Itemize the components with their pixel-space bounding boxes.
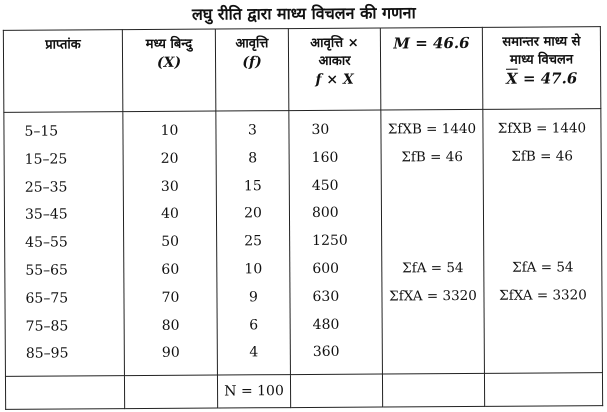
midpoint-cell: 90 <box>161 345 180 362</box>
col-product <box>289 110 383 375</box>
class-range-cell: 65–75 <box>25 290 69 307</box>
mean-deviation-cell: ΣfXA = 3320 <box>499 287 587 304</box>
frequency-cell: 10 <box>244 261 263 278</box>
mean-deviation-table <box>3 26 603 410</box>
header-row <box>3 27 600 113</box>
midpoint-cell: 10 <box>160 122 179 139</box>
frequency-cell: 20 <box>244 205 262 222</box>
median-deviation-cell <box>382 227 483 255</box>
mean-deviation-cell <box>484 226 601 255</box>
midpoint-cell: 50 <box>161 233 180 251</box>
col-mean-dev <box>483 109 603 374</box>
frequency-cell: 15 <box>243 177 262 194</box>
mean-value: $\overline{X} = 47.6$ <box>505 69 578 88</box>
frequency-cell: 9 <box>248 289 258 306</box>
product-cell: 1250 <box>312 232 348 250</box>
header-marks: प्राप्तांक <box>3 30 122 113</box>
median-deviation-cell <box>382 171 483 199</box>
product-cell: 630 <box>312 288 340 305</box>
median-deviation-cell: ΣfXB = 1440 <box>387 120 477 138</box>
product-cell: 30 <box>311 121 330 138</box>
median-deviation-cell: ΣfXA = 3320 <box>389 287 477 305</box>
product-cell: 450 <box>311 177 339 194</box>
midpoint-cell: 30 <box>160 178 179 195</box>
class-range-cell: 35–45 <box>24 206 68 224</box>
mean-deviation-cell: ΣfB = 46 <box>511 148 573 165</box>
midpoint-cell: 60 <box>161 261 180 278</box>
title-text: लघु रीति द्वारा माध्य विचलन की गणना <box>191 3 416 24</box>
product-cell: 800 <box>311 205 339 222</box>
midpoint-cell: 80 <box>161 317 180 334</box>
header-frequency: आवृत्ति (f) <box>215 29 288 111</box>
col-range <box>4 112 125 377</box>
median-deviation-cell <box>383 338 484 366</box>
frequency-cell: 3 <box>247 122 257 139</box>
median-deviation-cell: ΣfB = 46 <box>401 148 463 166</box>
mean-deviation-cell <box>484 171 601 200</box>
class-range-cell: 75–85 <box>25 318 69 335</box>
page-title <box>0 3 607 25</box>
class-range-cell: 5–15 <box>24 123 59 140</box>
midpoint-cell: 70 <box>161 289 180 306</box>
product-cell: 600 <box>312 260 340 277</box>
median-deviation-cell <box>382 199 483 227</box>
mean-deviation-cell: ΣfA = 54 <box>512 259 574 276</box>
total-frequency: N = 100 <box>217 375 290 408</box>
body-row <box>4 109 603 377</box>
midpoint-cell: 40 <box>161 206 179 223</box>
header-median: M = 46.6 <box>380 27 482 110</box>
mean-deviation-cell: ΣfXB = 1440 <box>497 120 587 137</box>
col-median-dev <box>381 109 485 374</box>
col-frequency <box>216 111 291 375</box>
frequency-cell: 6 <box>249 316 259 333</box>
frequency-cell: 25 <box>244 233 263 250</box>
total-row <box>5 373 602 410</box>
header-product: आवृत्ति × आकार f × X <box>288 28 380 111</box>
header-midpoint: मध्य बिन्दु (X) <box>122 29 215 112</box>
product-cell: 360 <box>312 344 340 361</box>
class-range-cell: 55–65 <box>25 262 69 279</box>
class-range-cell: 15–25 <box>24 151 68 168</box>
product-cell: 480 <box>312 316 340 333</box>
mean-deviation-cell <box>484 199 601 228</box>
class-range-cell: 45–55 <box>25 234 68 251</box>
median-deviation-cell <box>383 310 484 338</box>
midpoint-cell: 20 <box>160 150 179 167</box>
header-mean: समान्तर माध्य से माध्य विचलन $\overline{X} = 47.6$ <box>482 27 600 110</box>
frequency-cell: 4 <box>249 344 259 361</box>
frequency-cell: 8 <box>248 150 258 167</box>
class-range-cell: 85–95 <box>25 345 69 363</box>
median-deviation-cell: ΣfA = 54 <box>402 260 464 277</box>
mean-deviation-cell <box>485 338 602 367</box>
col-midpoint <box>123 111 218 376</box>
product-cell: 160 <box>311 149 339 166</box>
class-range-cell: 25–35 <box>24 179 68 196</box>
mean-deviation-cell <box>485 310 602 339</box>
